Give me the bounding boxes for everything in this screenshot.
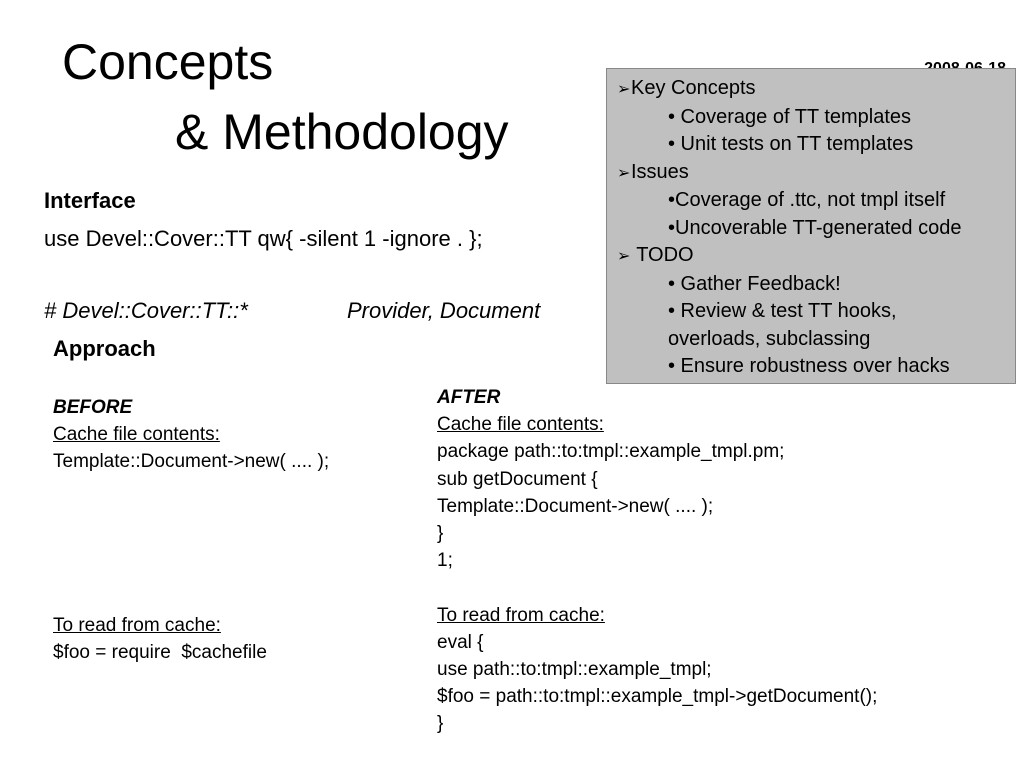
list-item: • Review & test TT hooks,: [668, 300, 897, 322]
list-item: • Coverage of TT templates: [668, 105, 912, 128]
approach-heading: Approach: [53, 336, 156, 361]
after-read-line: eval {: [437, 631, 484, 653]
after-heading: AFTER: [437, 387, 501, 408]
spacer: [437, 574, 877, 601]
before-cache-label: Cache file contents:: [53, 424, 220, 446]
after-read-label: To read from cache:: [437, 604, 605, 626]
arrow-bullet-icon: ➢: [617, 248, 631, 265]
after-read-line: }: [437, 713, 444, 735]
list-item: •Coverage of .ttc, not tmpl itself: [668, 189, 946, 211]
list-item: • Ensure robustness over hacks: [668, 355, 950, 377]
interface-heading: Interface: [44, 188, 136, 213]
after-cache-line: Template::Document->new( .... );: [437, 495, 714, 517]
key-concepts-box: [606, 68, 1016, 384]
section-heading-todo: ➢ TODO: [617, 242, 1015, 271]
slide-title-line1: Concepts: [62, 34, 274, 90]
list-item: • Unit tests on TT templates: [668, 133, 914, 155]
before-heading: BEFORE: [53, 397, 133, 418]
section-heading-key-concepts: ➢Key Concepts: [617, 75, 1015, 104]
arrow-bullet-icon: ➢: [617, 164, 631, 182]
interface-code: use Devel::Cover::TT qw{ -silent 1 -ignore . };: [44, 226, 483, 251]
after-column: [437, 384, 877, 738]
after-read-line: $foo = path::to:tmpl::example_tmpl->getDocument();: [437, 686, 878, 708]
before-read-label: To read from cache:: [53, 615, 221, 636]
before-read-code: $foo = require $cachefile: [53, 642, 267, 664]
after-cache-line: package path::to:tmpl::example_tmpl.pm;: [437, 441, 785, 463]
section-heading-issues: ➢Issues: [617, 159, 1015, 188]
after-cache-line: sub getDocument {: [437, 468, 598, 490]
before-column: [53, 394, 329, 476]
after-cache-line: }: [437, 523, 444, 545]
after-cache-label: Cache file contents:: [437, 414, 604, 436]
list-item: •Uncoverable TT-generated code: [668, 216, 962, 239]
interface-comment-left: # Devel::Cover::TT::*: [44, 298, 248, 323]
list-item: overloads, subclassing: [668, 327, 871, 350]
before-read-block: [53, 612, 267, 666]
arrow-bullet-icon: ➢: [617, 81, 631, 98]
interface-comment-right: Provider, Document: [347, 298, 541, 323]
after-read-line: use path::to:tmpl::example_tmpl;: [437, 659, 712, 681]
after-cache-line: 1;: [437, 550, 453, 572]
list-item: • Gather Feedback!: [668, 272, 841, 295]
before-cache-code: Template::Document->new( .... );: [53, 451, 330, 473]
slide-title-line2: & Methodology: [175, 104, 509, 160]
